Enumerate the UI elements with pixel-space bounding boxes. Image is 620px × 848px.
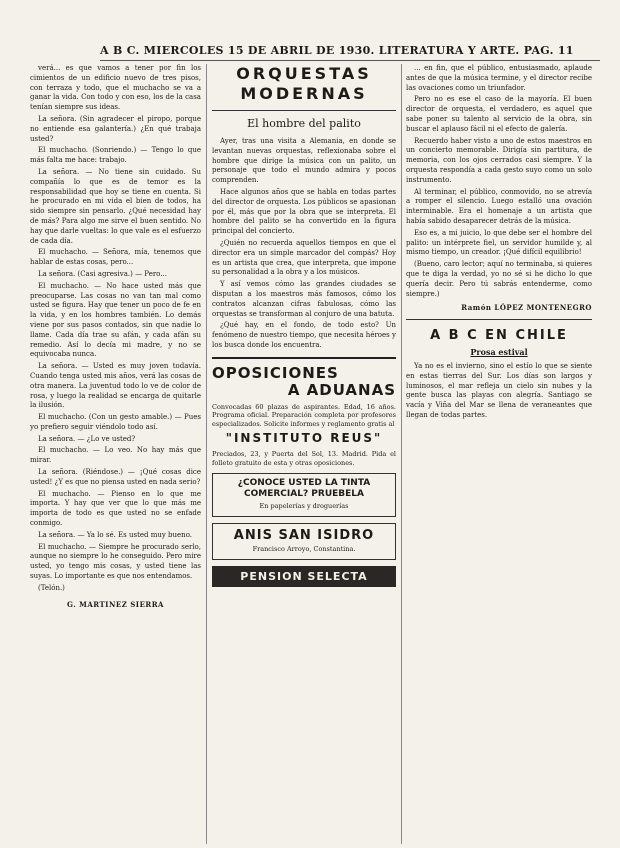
ad-institute-name: "INSTITUTO REUS" (225, 431, 383, 446)
left-paragraph: El muchacho. — No hace usted más que preocuparse. Las cosas no van tan mal como usted se figura. Hay que tener un poco de fe en la vida, y en los hombres también. Lo demás viene por sus pasos contados, sin que nadie lo llame. Cada día trae su afán, y cada afán su remedio. Así lo decía mi madre, y no se equivocaba nunca. (30, 281, 201, 359)
right-paragraph: Eso es, a mi juicio, lo que debe ser el hombre del palito: un intérprete fiel, un servidor humilde y, al mismo tiempo, un creador. ¡Qué difícil equilibrio! (406, 228, 592, 257)
left-paragraph: El muchacho. (Con un gesto amable.) — Pues yo prefiero seguir viéndolo todo así. (30, 413, 201, 431)
ad-oposiciones-title-1: OPOSICIONES (212, 363, 339, 382)
left-paragraph: La señora. (Casi agresiva.) — Pero... (38, 269, 167, 278)
ad-pension-title: PENSION SELECTA (240, 569, 368, 583)
right-column (406, 64, 592, 846)
right-paragraph: Pero no es ese el caso de la mayoría. El buen director de orquesta, el verdadero, es aquel que sabe poner su talento al servicio de la obra, sin buscar el aplauso fácil ni el efecto de galería. (406, 95, 592, 133)
column-divider-left (206, 64, 207, 844)
ad-oposiciones (212, 357, 396, 467)
right-paragraph: (Bueno, caro lector; aquí no terminaba, si quieres que te diga la verdad, yo no sé si he dicho lo que quería decir. Pero tú sabrás entenderme, como siempre.) (406, 260, 592, 298)
ad-oposiciones-title-2: A ADUANAS (287, 380, 396, 399)
page-header: A B C. MIERCOLES 15 DE ABRIL DE 1930. LITERATURA Y ARTE. PAG. 11 (100, 44, 574, 57)
left-paragraph: La señora. — Usted es muy joven todavía. Cuando tenga usted mis años, verá las cosas de otra manera. La juventud todo lo ve de color de rosa, y luego la realidad se encarga de quitarle la ilusión. (30, 362, 201, 410)
ad-tinta (212, 473, 396, 517)
left-paragraph: El muchacho. — Lo veo. No hay más que mirar. (30, 446, 201, 465)
middle-paragraph: ¿Quién no recuerda aquellos tiempos en que el director era un simple marcador del compás? Hoy es un artista que crea, que interpreta, que impone su personalidad a la obra y a los músicos. (212, 238, 396, 277)
ad-tinta-line-3: En papelerías y droguerías (259, 502, 349, 511)
left-paragraph: La señora. — No tiene sin cuidado. Su compañía lo que es de temor es la responsabilidad que hoy se tiene en cuenta. Si he procurado en mi vida el bien de todos, ha sido siempre sin pensarlo. ¿Qué necesidad hay de más? Para algo me sirve el buen sentido. No hay que darle vueltas: lo que vale es el esfuerzo de cada día. (30, 167, 201, 245)
article-title: ORQUESTAS MODERNAS (236, 64, 372, 103)
right-paragraph: ... en fin, que el público, entusiasmado, aplaude antes de que la música termine, y el director recibe las ovaciones como un triunfador. (406, 64, 592, 92)
left-paragraph: La señora. (Riéndose.) — ¡Qué cosas dice usted! ¿Y es que no piensa usted en nada serio? (30, 468, 201, 486)
middle-paragraph: Ayer, tras una visita a Alemania, en donde se levantan nuevas orquestas, reflexionaba sobre el hombre que dirige la música con un palito, un personaje que todo el mundo admira y pocos comprenden. (212, 137, 396, 185)
left-paragraph: El muchacho. — Señora, mía, tenemos que hablar de estas cosas, pero... (30, 248, 201, 267)
ad-tinta-line-1: ¿CONOCE USTED LA TINTA (237, 478, 371, 489)
column-divider-right (401, 64, 402, 844)
ad-oposiciones-footer: Preciados, 23, y Puerta del Sol, 13. Madrid. Pida el folleto gratuito de esta y otras oposiciones. (212, 450, 396, 467)
left-paragraph: El muchacho. — Siempre he procurado serlo, aunque no siempre lo he conseguido. Pero mire usted, yo tengo mis cosas, y usted tiene las suyas. Lo importante es que nos entendamos. (30, 542, 201, 581)
ad-oposiciones-body: Convocadas 60 plazas de aspirantes. Edad, 16 años. Programa oficial. Preparación completa por profesores especializados. Solicite informes y reglamento gratis al (212, 402, 396, 428)
left-paragraph: El muchacho. — Pienso en lo que me importa. Y hay que ver que lo que más me importa de todo es que usted no se enfade conmigo. (30, 489, 201, 528)
title-rule (212, 110, 396, 111)
middle-paragraph: Y así vemos cómo las grandes ciudades se disputan a los maestros más famosos, cómo los contratos alcanzan cifras fabulosas, cómo las orquestas se transforman al conjuro de una batuta. (212, 280, 396, 318)
left-paragraph: verá... es que vamos a tener por fin los cimientos de un edificio nuevo de tres pisos, con terraza y todo, que el muchacho se va a ganar la vida. Con todo y con eso, los de la casa tenían siempre sus ideas. (30, 64, 201, 112)
middle-paragraph: Hace algunos años que se habla en todas partes del director de orquesta. Los públicos se apasionan por él, más que por la obra que se interpreta. El hombre del palito se ha convertido en la figura principal del concierto. (212, 187, 396, 236)
section-paragraph: Ya no es el invierno, sino el estío lo que se siente en estas tierras del Sur. Los días son largos y luminosos, el mar refleja un cielo sin nubes y la gente busca las playas con alegría. Santiago se vacía y Viña del Mar se llena de veraneantes que llegan de todas partes. (406, 361, 592, 419)
ad-tinta-line-2: COMERCIAL? PRUEBELA (244, 489, 364, 500)
left-signature: G. MARTINEZ SIERRA (67, 599, 164, 609)
section-rule (406, 319, 592, 320)
left-paragraph: El muchacho. (Sonriendo.) — Tengo lo que más falta me hace: trabajo. (30, 146, 201, 165)
left-paragraph: La señora. — Ya lo sé. Es usted muy bueno. (38, 530, 193, 539)
section-subtitle: Prosa estival (470, 347, 528, 358)
ad-pension (212, 566, 396, 588)
left-paragraph: La señora. (Sin agradecer el piropo, porque no entiende esa galantería.) ¿En qué trabaja usted? (30, 114, 201, 143)
left-column (30, 64, 201, 846)
right-paragraph: Al terminar, el público, conmovido, no se atrevía a romper el silencio. Luego estalló una ovación interminable. Era el homenaje a un artista que había sabido desaparecer detrás de la música. (406, 187, 592, 225)
ad-anis-sub: Francisco Arroyo, Constantina. (252, 544, 356, 553)
right-paragraph: Recuerdo haber visto a uno de estos maestros en un concierto memorable. Dirigía sin partitura, de memoria, con los ojos cerrados casi siempre. Y la orquesta respondía a cada gesto suyo como un solo instrumento. (406, 136, 592, 184)
middle-paragraph: ¿Qué hay, en el fondo, de todo esto? Un fenómeno de nuestro tiempo, que necesita héroes y los busca donde los encuentra. (212, 321, 396, 349)
article-subtitle: El hombre del palito (247, 117, 361, 130)
section-title: A B C EN CHILE (430, 328, 568, 344)
header-rule (100, 60, 600, 61)
ad-anis (212, 523, 396, 560)
middle-column (212, 64, 396, 846)
left-paragraph: (Telón.) (38, 583, 65, 592)
right-signature: Ramón LÓPEZ MONTENEGRO (461, 303, 592, 313)
ad-anis-title: ANIS SAN ISIDRO (233, 527, 375, 543)
left-paragraph: La señora. — ¿Lo ve usted? (38, 434, 136, 443)
